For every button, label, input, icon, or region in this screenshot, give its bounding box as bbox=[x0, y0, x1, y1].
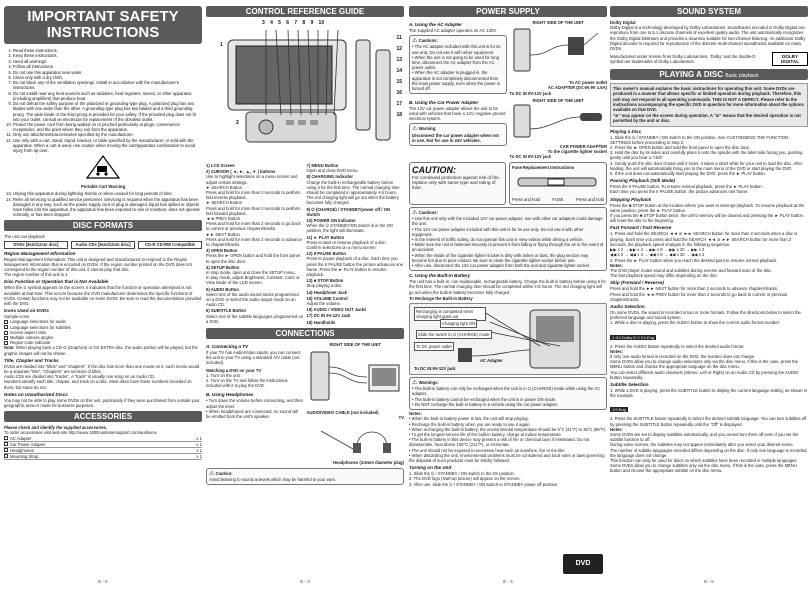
control-item: 16) AUDIO / VIDEO OUT Jacks bbox=[306, 307, 367, 313]
playback-line: 2. Press the ► OPEN button and hold the front panel to open the disc door. bbox=[610, 145, 750, 151]
control-item: Press to pause playback of a disc. Each time you press the II PAUSE button the picture advances one frame. Press the ► PLAY button to resume playback. bbox=[306, 256, 404, 278]
dvd-player-illustration bbox=[206, 20, 404, 160]
safety-item: 8. Do not install near any heat sources such as radiators, heat registers, stoves, or other apparatus (including amplifiers) that produce heat. bbox=[13, 91, 202, 101]
safety-item: 3. Heed all warnings. bbox=[13, 59, 202, 64]
control-item: 11) ► PLAY Button bbox=[306, 234, 345, 240]
control-item: 1) LCD Screen bbox=[206, 163, 235, 168]
callout-number: 15 bbox=[396, 79, 402, 85]
caution-item: • Make sure the unit is fastened securely to prevent it from falling or flying through the air in the event of an accident. bbox=[412, 242, 604, 253]
headphone-caution: ⚠ Caution: Avoid listening to sound at levels which may be harmful to your ears. bbox=[206, 468, 404, 485]
cart-warning: Portable Cart Warning bbox=[4, 155, 202, 189]
page-e5: SOUND SYSTEM Dolby Digital Dolby Digital is a technology developed by Dolby Laboratories. Soundtracks encoded in Dolby Digital can reproduce from one to 5.1 discrete channels of excellent quality audio. The unit automatically recognizes the Dolby Digital bitstream and provides a downmix suitable for two-channel listening. An additional Dolby Digital decoder is required for reproduction of the discrete multi-channel soundtracks available on many DVDs. Manufactured under license from Dolby Laboratories. 'Dolby' and the double-D symbol are trademarks of Dolby Laboratories. DOLBY DIGITAL PLAYING A DISC Basic playback This owner's manual explains the basic instructions for operating this unit. Some DVDs are produced in a manner that allows specific or limited operation during playback. Therefore, this unit may not respond to all operating commands. THIS IS NOT A DEFECT. Please refer to the instructions accompanying the specific DVD in question for more information about the options available on that DVD. "⊘" may appear on the screen during operation. A "⊘" means that the desired operation is not permitted by the unit or disc. Playing a Disc 1. Slide the ⏻ / STANDBY / ON switch to the ON position. See CUSTOMIZING THE FUNCTION SETTINGS before proceeding to step 2. 2. Press the ► OPEN button and hold the front panel to open the disc door. 3. Hold the disc by its sides and carefully place it onto the spindle with the label side facing you, pushing gently until you hear a "click". 4. Gently push the disc door closed until it locks. It takes a short while for your unit to load the disc. After loading, the unit will automatically bring you to the main menu of the DVD or start playing the DVD. 5. If the unit does not automatically start playing the DVD, press the ► PLAY button. Pausing Playback (Still Mode) Press the II PAUSE button. To resume normal playback, press the ► PLAY button. Each time you press the II PAUSE button, the picture advances one frame. Stopping Playback Press the ■ STOP button at the location where you want to interrupt playback. To resume playback at the same position, press the ► PLAY button. If you press the ■ STOP button twice, the unit's memory will be cleared and pressing the ► PLAY button will reset the disc to the beginning. Fast Forward / Fast Reverse 1. Press and hold the SEARCH ◄◄ or ►► SEARCH button for more than 2 seconds when a disc is playing. Each time you press and hold the SEARCH ◄◄ or ►► SEARCH button for more than 2 seconds, the playback speed changes in the following sequence: ▶▶ x 2 → ▶▶ x 4 → ▶▶ x 8 → ▶▶ x 20 → ▶▶ x 2 ◀◀ x 2 → ◀◀ x 4 → ◀◀ x 8 → ◀◀ x 20 → ◀◀ x 2 2. Press the ► PLAY button when you reach the desired point to resume normal playback. Notes: The DVD player mutes sound and subtitles during reverse and forward scan of the disc. The fast playback speed may differ depending on the disc. Skip (Forward / Reverse) Press and hold the ►► NEXT button for more than 2 seconds to advance chapters/tracks. Press and hold the ◄◄ PREV button for more than 2 seconds to go back to current or previous chapters/tracks. Audio Selection On some DVDs, the sound is recorded in two or more formats. Follow the directions below to select the preferred language and sound system. 1. While a disc is playing, press the AUDIO button to show the current audio format number. 1 2/4 Dolby D 2 Ch Eng 2. Press the AUDIO button repeatedly to select the desired audio format. Notes: If only one audio format is recorded on the DVD, the number does not change. Some DVDs allow you to change audio selections only via the disc menu. If this is the case, press the MENU button and choose the appropriate language on the disc menu. You can select different audio channels (Stereo, Left or Right) on an Audio CD by pressing the AUDIO button repeatedly. Subtitle Selection 1. While a DVD is playing, press the SUBTITLE button to display the current language setting, as shown in the example. 1/3 Eng 2. Press the SUBTITLE button repeatedly to select the desired subtitle language. You can turn subtitles off by pressing the SUBTITLE button repeatedly until the "Off" is displayed. Notes: Some DVDs are set to display subtitles automatically, and you cannot turn them off even if you set the subtitle function to off. During some scenes, the subtitles may not appear immediately after you select your desired scene. The number of subtitle languages recorded differs depending on the disc. If only one language is recorded, the language does not change. This function can only be used for discs on which subtitles have been recorded in multiple languages. Some DVDs allow you to change subtitles only via the disc menu. If this is the case, press the MENU button and choose the appropriate subtitle on the disc menu. E - 5 bbox=[610, 7, 808, 584]
playback-line: If only one audio format is recorded on the DVD, the number does not change. bbox=[610, 353, 756, 359]
accessory-qty: x 1 bbox=[196, 441, 202, 447]
callout-number: 9 bbox=[310, 20, 314, 26]
control-item: Press and hold for more than 2 seconds to perform fast forward playback. bbox=[206, 205, 301, 216]
callout-number: 13 bbox=[396, 57, 402, 63]
caution-item: • When the inside of the cigarette lighter socket is dirty with ashes or dust, the plug section may become hot due to poor contact. Be sure to clean the cigarette lighter socket before use. bbox=[412, 252, 589, 263]
accessory-row bbox=[4, 454, 202, 460]
playback-line: The number of subtitle languages recorded differs depending on the disc. If only one language is recorded, the language does not change. bbox=[610, 447, 808, 458]
checkbox-icon bbox=[4, 442, 8, 446]
control-item: In play mode, adjust Brightness, Contrast, Color or View Mode of the LCD screen. bbox=[206, 275, 300, 286]
safety-item: 10. Protect the power cord from being walked on or pinched particularly at plugs, convenience receptacles, and the point where they exit from the apparatus. bbox=[13, 122, 202, 132]
safety-item: 7. Do not block any of the ventilation openings. Install in accordance with the manufacturer's instructions. bbox=[13, 80, 202, 90]
control-item: Press and hold for more than 2 seconds to advance to chapters/tracks. bbox=[206, 236, 302, 248]
control-item: Press to start or resume playback of a disc. bbox=[306, 239, 387, 245]
playback-line: 2. Press the AUDIO button repeatedly to select the desired audio format. bbox=[610, 343, 745, 349]
sound-system-header: SOUND SYSTEM bbox=[610, 6, 808, 17]
subtitle-lcd-display: 1/3 Eng bbox=[612, 407, 626, 413]
playback-line: ◀◀ x 2 → ◀◀ x 4 → ◀◀ x 8 → ◀◀ x 20 → ◀◀ x 2 bbox=[610, 252, 705, 258]
page-e2: IMPORTANT SAFETY INSTRUCTIONS 1. Read these instructions. 2. Keep these instructions. 3. Heed all warnings. 4. Follow all instructions. 5. Do not use this apparatus near water. 6. Clean only with a dry cloth. 7. Do not block any of the ventilation openings. Install in accordance with the manufacturer's instructions. 8. Do not install near any heat sources such as radiators, heat registers, stoves, or other apparatus (including amplifiers) that produce heat. 9. Do not defeat the safety purpose of the polarized or grounding-type plug. A polarized plug has two blades with one wider than the other. A grounding type plug has two blades and a third grounding prong. The wide blade or the third prong is provided for your safety. If the provided plug does not fit into your outlet, consult an electrician for replacement of the obsolete outlet. 10. Protect the power cord from being walked on or pinched particularly at plugs, convenience receptacles, and the point where they exit from the apparatus. 11. Only use attachments/accessories specified by the manufacturer. 12. Use only with a cart, stand, tripod, bracket, or table specified by the manufacturer, or sold with the apparatus. When a cart is used, use caution when moving the cart/apparatus combination to avoid injury from tip-over. Portable Cart Warning 13. Unplug this apparatus during lightning storms or when unused for long periods of time. 14. Refer all servicing to qualified service personnel. Servicing is required when the apparatus has been damaged in any way, such as the power supply cord or plug is damaged, liquid has spilled or objects have fallen into the apparatus, the apparatus has been exposed to rain or moisture, does not operate normally, or has been dropped. DISC FORMATS The unit can playback DVDs [8cm/12cm disc] Audio CDs [8cm/12cm disc] CD-R CD-RW Compatible Region Management Information Region Management Information: This unit is designed and manufactured to respond to the Region Management Information that is encoded on DVDs. If the region number printed on the DVD does not correspond to the region number of this unit, it cannot play that disc. The region number of this unit is 1. Disc Function or Operation that is Not Available When the ⊘ symbol appears on the screen, it indicates that the function or operation attempted is not available at that time. This occurs because the DVD manufacturer determines the specific functions of DVDs. Certain functions may not be available on some DVDs. Be sure to read the documentation provided with the DVD. Icons Used on DVDs Sample icons Language selections for audio Language selections for subtitles Screen aspect ratio Multiple camera angles Region code indicator Note: When playing back a CD-G (Graphics) or CD EXTRA disc, the audio portion will be played, but the graphic images will not be shown. Title, Chapter and Tracks DVDs are divided into "titles" and "chapters". If the disc has more than one movie on it, each movie would be a separate "title". "Chapters" are sections of titles. Audio CDs are divided into "tracks". A "track" is usually one song on an Audio CD. Numbers identify each title, chapter, and track on a disc. Most discs have these numbers recorded on them, but some do not. Notes on Unauthorized Discs You may not be able to play some DVDs on this unit, particularly if they were purchased from outside your geographic area or made for business purposes. ACCESSORIES Please check and identify the supplied accessories. To order accessories visit web site http://www.1800customersupport.com/audiovox AC Adapter x 1 Car Power Adapter x 1 Headphones x 1 Mounting Strap x 1 E - 2 bbox=[4, 6, 202, 584]
accessory-qty: x 1 bbox=[196, 448, 202, 453]
playback-line: Press and hold the ►► NEXT button for more than 2 seconds to advance chapters/tracks. bbox=[610, 286, 779, 292]
control-item: Stop playing a disc. bbox=[306, 283, 343, 289]
playback-line: Some DVDs are set to display subtitles automatically, and you cannot turn them off even if you set the subtitle function to off. bbox=[610, 431, 799, 443]
note-item: • Recharge the built-in battery when you are ready to use it again. bbox=[409, 421, 531, 427]
playback-line: 4. Gently push the disc door closed until it locks. It takes a short while for your unit to load the disc. After loading, the unit will automatically bring you to the main menu of the DVD or start playing the DVD. bbox=[610, 160, 803, 171]
audio-cd-logo: Audio CDs [8cm/12cm disc] bbox=[71, 241, 135, 248]
playback-line: You can select different audio channels (Stereo, Left or Right) on an Audio CD by pressing the AUDIO button repeatedly. bbox=[610, 369, 799, 380]
control-item: ◄◄ PREV Button bbox=[206, 216, 241, 222]
control-item: Charge the built-in rechargeable battery before using it for the first time. The normal charging time should be completed in approximately 4-5 hours. The red charging light will go out when the battery becomes fully charged. bbox=[306, 179, 400, 206]
playback-line: The fast playback speed may differ depending on the disc. bbox=[610, 273, 719, 279]
control-item: Open and close DVD menu. bbox=[306, 168, 359, 174]
car-adapter-diagram bbox=[510, 103, 606, 139]
accessory-name: AC Adapter bbox=[10, 435, 32, 441]
fuse-instructions: Fuse Replacement Instructions Press and hold FUSE Press and hold bbox=[509, 162, 607, 205]
control-item: When the ⏻ STANDBY/ON switch is in the ON position, the light will illuminate. bbox=[306, 223, 393, 234]
control-item: ►► NEXT Button bbox=[206, 231, 240, 237]
control-item: 2) CURSOR ( ◄, ►, ▲, ▼ ) buttons bbox=[206, 169, 276, 175]
disc-logos bbox=[4, 241, 202, 248]
headphone-diagram bbox=[307, 421, 403, 455]
control-guide-header: CONTROL REFERENCE GUIDE bbox=[206, 6, 404, 17]
fuse-diagram bbox=[512, 170, 604, 192]
car-cautions: ⚠ Cautions: • Use this unit only with the included 12V car power adapter; use with other car adapters could damage the unit. • The 12V car power adapter included with this unit is for its use only. Do not use it with other equipment. • In the interest of traffic safety, do not operate this unit or view videos while driving a vehicle. • Make sure the unit is fastened securely to prevent it from falling or flying through the air in the event of an accident. • When the inside of the cigarette lighter socket is dirty with ashes or dust, the plug section may become hot due to poor contact. Be sure to clean the cigarette lighter socket before use. • After use, disconnect the 12V car power adapter from both the unit and cigarette lighter socket. bbox=[409, 207, 607, 271]
disc-formats-header: DISC FORMATS bbox=[4, 220, 202, 231]
control-item: 3) OPEN Button bbox=[206, 248, 238, 254]
callout-number: 17 bbox=[396, 101, 402, 107]
safety-item: 2. Keep these instructions. bbox=[13, 53, 202, 58]
safety-list-2 bbox=[4, 191, 202, 217]
playback-line: 3. Hold the disc by its sides and carefully place it onto the spindle with the label side facing you, pushing gently until you hear a "click". bbox=[610, 150, 803, 161]
page-e4: POWER SUPPLY A. Using the AC Adapter The supplied AC adapter operates on AC 120V. ⚠ Cautions: • The AC adapter included with this unit is for its use only. Do not use it with other equipment. • When the unit is not going to be used for long time, disconnect the AC adapter from the AC power outlet. • When the AC adapter is plugged in, the apparatus is not completely disconnected from the main power supply, even when the power is turned off. RIGHT SIDE OF THE UNIT To AC power outlet AC ADAPTER (DC-IN 9V 1.5A) To DC IN 9V-12V jack B. Using the Car Power Adapter The 12V car power adapter allows the unit to be used with vehicles that have a 12V, negative ground electrical system. ⚠ Warning: Disconnect the car power adapter when not in use. Not for use in 24V vehicles. RIGHT SIDE OF THE UNIT CAR POWER ADAPTER To the cigarette lighter socket To DC IN 9V-12V jack CAUTION: For continued protection against risk of fire, replace only with same type and rating of fuse. Fuse Replacement Instructions Press and hold FUSE Press and hold ⚠ Cautions: • Use this unit only with the included 12V car power adapter; use with other car adapters could damage the unit. • The 12V car power adapter included with this unit is for its use only. Do not use it with other equipment. • In the interest of traffic safety, do not operate this unit or view videos while driving a vehicle. • Make sure the unit is fastened securely to prevent it from falling or flying through the air in the event of an accident. • When the inside of the cigarette lighter socket is dirty with ashes or dust, the plug section may become hot due to poor contact. Be sure to clean the cigarette lighter socket before use. • After use, disconnect the 12V car power adapter from both the unit and cigarette lighter socket. C. Using the Built-in Battery The unit has a built-in, non-replaceable, rechargeable battery. Charge the built-in battery before using it for the first time. The normal charging time should be completed within 4-5 hours. The red charging light will go out when the built-in battery becomes fully charged. To Recharge the Built-in Battery Recharging is completed when charging light goes out Charging light ON Slide the switch to ⏻ (CHARGE) mode To DC power outlet AC Adapter To DC IN 9V-12V jack ⚠ Warnings: • The built-in battery can only be recharged when the unit is in ⏻ (CHARGE) mode while using the AC adapter. • The built-in battery cannot be recharged when the unit is in power ON mode. • Do NOT recharge the built-in battery in a vehicle using the car power adapter. Notes: • When the built-in battery power is low, the unit will stop playing. • Recharge the built-in battery when you are ready to use it again. • When recharging the built-in battery, the environmental temperature should be 5°C (41°F) to 35°C (95°F). • To get the longest service life of the built-in battery, charge at indoor temperature. • The built-in battery in this device may present a risk of fire or chemical burn if mistreated. Do not disassemble, heat above 100°C (212°F), or incinerate. • The unit should not be exposed to excessive heat such as sunshine, fire or the like. • When discarding the unit, environmental problems must be considered and local rules or laws governing the disposal of such products must be strictly followed. Turning on the Unit 1. Slide the ⏻ / STANDBY / ON switch to the On position. 2. The DVD logo (start-up picture) will appear on the screen. 3. After use, slide the ⏻ / STANDBY / ON switch to STANDBY power off position. DVD E - 4 bbox=[409, 7, 607, 584]
control-item: 17) DC IN 9V-12V Jack bbox=[306, 313, 351, 319]
ac-adapter-diagram bbox=[510, 25, 606, 75]
control-item: 14) Headphone Jack bbox=[306, 289, 347, 295]
control-item: ► SEARCH Button bbox=[206, 184, 243, 190]
control-item: 13) ■ STOP Button bbox=[306, 278, 344, 284]
control-item: 10) POWER ON Indicator bbox=[306, 218, 356, 224]
control-item: 12) II PAUSE Button bbox=[306, 251, 346, 257]
playback-line: On some DVDs, the sound is recorded in two or more formats. Follow the directions below to select the preferred language and sound system. bbox=[610, 309, 801, 321]
power-supply-header: POWER SUPPLY bbox=[409, 6, 607, 17]
checkbox-icon bbox=[4, 436, 8, 440]
playback-line: ▶▶ x 2 → ▶▶ x 4 → ▶▶ x 8 → ▶▶ x 20 → ▶▶ x 2 bbox=[610, 247, 705, 253]
checkbox-icon bbox=[4, 454, 8, 458]
playback-line: Press the ■ STOP button at the location where you want to interrupt playback. To resume playback at the same position, press the ► PLAY button. bbox=[610, 202, 805, 213]
playback-section-title: Subtitle Selection bbox=[610, 381, 649, 387]
tv-label: TV bbox=[398, 415, 404, 421]
safety-item: 4. Follow all instructions. bbox=[13, 64, 202, 69]
note-item: • When discarding the unit, environmental problems must be considered and local rules or laws governing the disposal of such products must be strictly followed. bbox=[409, 452, 605, 463]
accessory-name: Car Power Adapter bbox=[10, 441, 46, 447]
playback-line: Each time you press the II PAUSE button, the picture advances one frame. bbox=[610, 189, 749, 195]
control-item: 7) MENU Button bbox=[306, 163, 339, 168]
safety-item: 6. Clean only with a dry cloth. bbox=[13, 75, 202, 80]
playback-line: During some scenes, the subtitles may not appear immediately after you select your desired scene. bbox=[610, 442, 794, 448]
dvd-icon-list: Language selections for audio Language selections for subtitles Screen aspect ratio Multiple camera angles Region code indicator bbox=[4, 319, 202, 345]
playback-line: Press and hold the ◄◄ PREV button for more than 2 seconds to go back to current or previous chapters/tracks. bbox=[610, 291, 788, 302]
control-list-right bbox=[307, 162, 405, 325]
callout-number: 18 bbox=[396, 112, 402, 118]
safety-title: IMPORTANT SAFETY INSTRUCTIONS bbox=[4, 6, 202, 44]
accessory-name: Mounting Strap bbox=[10, 454, 39, 460]
safety-item: 13. Unplug this apparatus during lightning storms or when unused for long periods of time. bbox=[13, 191, 202, 196]
playback-intro: This owner's manual explains the basic instructions for operating this unit. Some DVDs are produced in a manner that allows specific or limited operation during playback. Therefore, this unit may not respond to all operating commands. THIS IS NOT A DEFECT. Please refer to the instructions accompanying the specific DVD in question for more information about the options available on that DVD. "⊘" may appear on the screen during operation. A "⊘" means that the desired operation is not permitted by the unit or disc. bbox=[610, 83, 808, 126]
battery-charge-diagram: Recharging is completed when charging light goes out Charging light ON Slide the switch to ⏻ (CHARGE) mode To DC power outlet AC Adapter To DC IN 9V-12V jack bbox=[409, 303, 607, 375]
control-item: ► SEARCH Button bbox=[206, 200, 243, 206]
car-warning: ⚠ Warning: Disconnect the car power adapter when not in use. Not for use in 24V vehicles. bbox=[409, 123, 507, 146]
control-item: Press the ► OPEN button and hold the front panel to open the disc door. bbox=[206, 253, 300, 264]
playback-section-title: Skip (Forward / Reverse) bbox=[610, 280, 664, 286]
safety-item: 1. Read these instructions. bbox=[13, 48, 202, 53]
dvd-video-logo: DVD bbox=[563, 554, 603, 574]
safety-item: 5. Do not use this apparatus near water. bbox=[13, 70, 202, 75]
checkbox-icon bbox=[4, 448, 8, 452]
callout-number: 16 bbox=[396, 90, 402, 96]
playback-section-title: Playing a Disc bbox=[610, 128, 642, 134]
dvd-logo: DVDs [8cm/12cm disc] bbox=[4, 241, 68, 248]
fuse-caution: CAUTION: For continued protection against risk of fire, replace only with same type and rating of fuse. bbox=[409, 162, 506, 205]
playback-line: 2. Press the ► PLAY button when you reach the desired point to resume normal playback. bbox=[610, 257, 778, 263]
control-item: 8) CHARGING Indicator bbox=[306, 174, 354, 180]
accessory-qty: x 1 bbox=[196, 454, 202, 460]
note-item: • To get the longest service life of the built-in battery, charge at indoor temperature. bbox=[409, 431, 562, 437]
audio-lcd-display: 1 2/4 Dolby D 2 Ch Eng bbox=[612, 334, 655, 340]
cdr-logo: CD-R CD-RW Compatible bbox=[138, 241, 202, 248]
playback-line: If you press the ■ STOP button twice, the unit's memory will be cleared and pressing the ► PLAY button will reset the disc to the beginning. bbox=[610, 213, 803, 224]
playback-sections bbox=[610, 129, 808, 474]
control-item: 18) Handholds bbox=[306, 319, 336, 325]
accessories-header: ACCESSORIES bbox=[4, 411, 202, 422]
safety-item: 9. Do not defeat the safety purpose of the polarized or grounding-type plug. A polarized plug has two blades with one wider than the other. A grounding type plug has two blades and a third grounding prong. The wide blade or the third prong is provided for your safety. If the provided plug does not fit into your outlet, consult an electrician for replacement of the obsolete outlet. bbox=[13, 101, 202, 121]
accessory-qty: x 1 bbox=[196, 435, 202, 441]
caution-item: • In the interest of traffic safety, do not operate this unit or view videos while driving a vehicle. bbox=[412, 237, 584, 243]
playback-line: 1. While a DVD is playing, press the SUBTITLE button to display the current language setting, as shown in the example. bbox=[610, 387, 808, 399]
note-item: • The unit should not be exposed to excessive heat such as sunshine, fire or the like. bbox=[409, 447, 566, 453]
cart-warning-icon bbox=[86, 155, 120, 179]
playing-disc-header: PLAYING A DISC Basic playback bbox=[610, 69, 808, 80]
control-item: 6) SUBTITLE Button bbox=[206, 308, 247, 314]
playback-line: 5. If the unit does not automatically start playing the DVD, press the ► PLAY button. bbox=[610, 171, 766, 177]
callout-number: 10 bbox=[318, 20, 325, 26]
caution-item: • After use, disconnect the 12V car power adapter from both the unit and cigarette lighter socket. bbox=[412, 263, 591, 269]
callout-number: 11 bbox=[396, 35, 402, 41]
connections-header: CONNECTIONS bbox=[206, 328, 404, 339]
control-item: Select one of the subtitle languages programmed on a DVD. bbox=[206, 313, 304, 324]
accessory-list bbox=[4, 436, 202, 461]
callout-number: 4 bbox=[270, 20, 273, 26]
page-e3: CONTROL REFERENCE GUIDE 3 4 5 6 7 8 9 10 1 2 11 12 13 14 15 16 17 18 1) LCD Screen 2) CURSOR ( ◄, ►, ▲, ▼ ) buttons Use to highlight selections on a menu screen and adjust certain settings. ► SEARCH Button Press and hold for more than 2 seconds to perform fast reverse playback. ► SEARCH Button Press and hold for more than 2 seconds to perform fast forward playback. ◄◄ PREV Button Press and hold for more than 2 seconds to go back to current or previous chapters/tracks. ►► NEXT Button Press and hold for more than 2 seconds to advance to chapters/tracks. 3) OPEN Button Press the ► OPEN button and hold the front panel to open the disc door. 4) SETUP Button In stop mode, open and close the SETUP menu. In play mode, adjust Brightness, Contrast, Color or View Mode of the LCD screen. 5) AUDIO Button Select one of the audio sound tracks programmed on a DVD or select the audio output mode on an Audio CD. 6) SUBTITLE Button Select one of the subtitle languages programmed on a DVD. 7) MENU Button Open and close DVD menu. 8) CHARGING Indicator Charge the built-in rechargeable battery before using it for the first time. The normal charging time should be completed in approximately 4-5 hours. The red charging light will go out when the battery becomes fully charged. 9) ⏻ (CHARGE) / STANDBY/power off / ON Switch 10) POWER ON Indicator When the ⏻ STANDBY/ON switch is in the ON position, the light will illuminate. 11) ► PLAY Button Press to start or resume playback of a disc. Confirm selections on a menu screen. 12) II PAUSE Button Press to pause playback of a disc. Each time you press the II PAUSE button the picture advances one frame. Press the ► PLAY button to resume playback. 13) ■ STOP Button Stop playing a disc. 14) Headphone Jack 15) VOLUME Control Adjust the volume. 16) AUDIO / VIDEO OUT Jacks 17) DC IN 9V-12V Jack 18) Handholds CONNECTIONS A. Connecting a TV If your TV has Audio/Video inputs, you can connect the unit to your TV using a standard A/V cable (not included). Watching a DVD on your TV 1. Turn on the unit. 2. Turn on the TV and follow the instructions included with it to play the DVD. B. Using Headphones • Turn down the volume before connecting, and then adjust the level. • When headphones are connected, no sound will be emitted from the unit's speaker. RIGHT SIDE OF THE UNIT AUDIO/VIDEO CABLE (not included) TV Headphones (3.5mm diameter plug) ⚠ Caution: Avoid listening to sound at levels which may be harmful to your ears. E - 3 bbox=[206, 7, 404, 584]
battery-warnings: ⚠ Warnings: • The built-in battery can only be recharged when the unit is in ⏻ (CHARGE) mode while using the AC adapter. • The built-in battery cannot be recharged when the unit is in power ON mode. • Do NOT recharge the built-in battery in a vehicle using the car power adapter. bbox=[409, 377, 607, 410]
note-item: • When recharging the built-in battery, the environmental temperature should be 5°C (41°F) to 35°C (95°F). bbox=[409, 426, 607, 432]
control-item: 5) AUDIO Button bbox=[206, 286, 239, 292]
callout-number: 7 bbox=[294, 20, 298, 26]
control-list-left bbox=[206, 162, 304, 325]
playback-section-title: Fast Forward / Fast Reverse bbox=[610, 225, 672, 231]
playback-line: 1. While a disc is playing, press the AUDIO button to show the current audio format number. bbox=[610, 320, 780, 326]
safety-item: 12. Use only with a cart, stand, tripod, bracket, or table specified by the manufacturer, or sold with the apparatus. When a cart is used, use caution when moving the cart/apparatus combination to avoid injury from tip-over. bbox=[13, 138, 202, 153]
playback-line: Notes: bbox=[610, 262, 624, 268]
safety-item: 11. Only use attachments/accessories specified by the manufacturer. bbox=[13, 132, 202, 137]
playback-line: Some DVDs allow you to change audio selections only via the disc menu. If this is the case, press the MENU button and choose the appropriate language on the disc menu. bbox=[610, 359, 799, 370]
accessory-name: Headphones bbox=[10, 448, 34, 453]
callout-numbers-side bbox=[396, 35, 402, 118]
control-item: Press and hold for more than 2 seconds to perform fast reverse playback. bbox=[206, 190, 301, 201]
playback-line: 2. Press the SUBTITLE button repeatedly to select the desired subtitle language. You can turn subtitles off by pressing the SUBTITLE button repeatedly until the "Off" is displayed. bbox=[610, 416, 807, 427]
playback-line: 1. Slide the ⏻ / STANDBY / ON switch to the ON position. See CUSTOMIZING THE FUNCTION SETTINGS before proceeding to step 2. bbox=[610, 134, 788, 145]
control-item: 15) VOLUME Control bbox=[306, 295, 348, 301]
dolby-digital-logo: DOLBY DIGITAL bbox=[772, 52, 808, 66]
playback-line: This function can only be used for discs on which subtitles have been recorded in multiple languages. bbox=[610, 457, 798, 463]
callout-number: 8 bbox=[302, 20, 306, 26]
note-item: • When the built-in battery power is low, the unit will stop playing. bbox=[409, 416, 529, 422]
playback-section-title: Stopping Playback bbox=[610, 196, 652, 202]
playback-line: Notes: bbox=[610, 348, 624, 354]
safety-item: 14. Refer all servicing to qualified service personnel. Servicing is required when the apparatus has been damaged in any way, such as the power supply cord or plug is damaged, liquid has spilled or objects have fallen into the apparatus, the apparatus has been exposed to rain or moisture, does not operate normally, or has been dropped. bbox=[13, 197, 202, 217]
callout-number: 3 bbox=[262, 20, 265, 26]
unit-diagram: 3 4 5 6 7 8 9 10 1 2 11 12 13 14 15 16 17 18 bbox=[206, 20, 404, 160]
control-item: Press and hold for more than 2 seconds to go back to current or previous chapters/tracks. bbox=[206, 221, 301, 232]
control-item: In stop mode, open and close the SETUP menu. bbox=[206, 270, 296, 276]
playback-line: The DVD player mutes sound and subtitles during reverse and forward scan of the disc. bbox=[610, 267, 773, 273]
control-item: Adjust the volume. bbox=[306, 301, 341, 307]
callout-number: 5 bbox=[278, 20, 281, 26]
caution-item: • Use this unit only with the included 12V car power adapter; use with other car adapters could damage the unit. bbox=[412, 216, 603, 227]
control-item: 9) ⏻ (CHARGE) / STANDBY/power off / ON Switch bbox=[306, 206, 390, 217]
playback-line: 1. Press and hold the SEARCH ◄◄ or ►► SEARCH button for more than 2 seconds when a disc is playing. Each time you press and hold the SEARCH ◄◄ or ►► SEARCH button for more than 2 seconds, the playback speed changes in the following sequence: bbox=[610, 231, 798, 247]
note-item: • The built-in battery in this device may present a risk of fire or chemical burn if mistreated. Do not disassemble, heat above 100°C (212°F), or incinerate. bbox=[409, 437, 590, 448]
control-item: Select one of the audio sound tracks programmed on a DVD or select the audio output mode on an Audio CD. bbox=[206, 291, 299, 308]
callout-number: 6 bbox=[286, 20, 290, 26]
playback-line: Some DVDs allow you to change subtitles only via the disc menu. If this is the case, press the MENU button and choose the appropriate subtitle on the disc menu. bbox=[610, 463, 797, 474]
tv-connection-diagram bbox=[307, 347, 403, 405]
control-item: Confirm selections on a menu screen. bbox=[306, 245, 377, 251]
callout-numbers-top bbox=[262, 20, 324, 26]
callout-number: 14 bbox=[396, 68, 402, 74]
callout-number: 12 bbox=[396, 46, 402, 52]
caution-item: • The 12V car power adapter included with this unit is for its use only. Do not use it with other equipment. bbox=[412, 226, 584, 237]
playback-line: Notes: bbox=[610, 426, 624, 432]
playback-section-title: Pausing Playback (Still Mode) bbox=[610, 178, 676, 184]
ac-cautions: ⚠ Cautions: • The AC adapter included with this unit is for its use only. Do not use it with other equipment. • When the unit is not going to be used for long time, disconnect the AC adapter from the AC power outlet. • When the AC adapter is plugged in, the apparatus is not completely disconnected from the main power supply, even when the power is turned off. bbox=[409, 35, 507, 94]
playback-section-title: Audio Selection bbox=[610, 303, 645, 309]
control-item: 4) SETUP Button bbox=[206, 264, 240, 270]
control-item: Use to highlight selections on a menu screen and adjust certain settings. bbox=[206, 174, 298, 185]
playback-line: Press the II PAUSE button. To resume normal playback, press the ► PLAY button. bbox=[610, 184, 763, 190]
safety-list bbox=[4, 48, 202, 153]
